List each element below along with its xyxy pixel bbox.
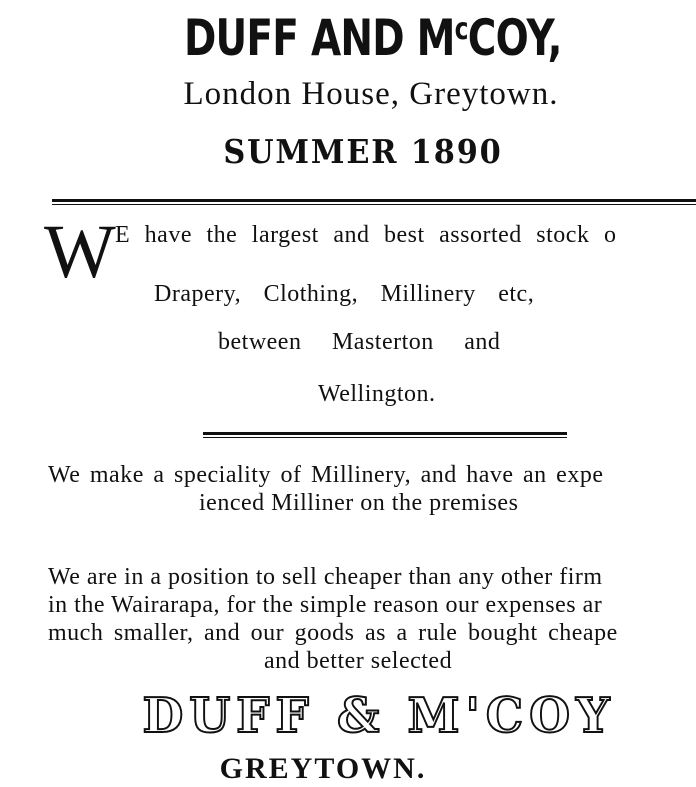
- pricing-line-4: and better selected: [264, 648, 453, 674]
- drop-cap: W: [44, 210, 116, 294]
- millinery-line-2: ienced Milliner on the premises: [199, 490, 519, 516]
- season-heading: SUMMER 1890: [223, 132, 503, 171]
- firm-name-end: COY,: [467, 9, 562, 67]
- divider-rule-middle-thin: [203, 437, 567, 438]
- intro-line-1: E have the largest and best assorted stock o: [115, 222, 617, 248]
- firm-signature: DUFF & M'COY: [142, 688, 616, 744]
- town-name: GREYTOWN.: [219, 752, 427, 785]
- pricing-line-3: much smaller, and our goods as a rule bought cheape: [48, 620, 618, 646]
- pricing-line-1: We are in a position to sell cheaper than any other firm: [48, 564, 603, 590]
- firm-name-superscript: c: [454, 12, 468, 47]
- intro-line-4: Wellington.: [318, 381, 436, 407]
- divider-rule-top-thin: [52, 204, 696, 205]
- firm-name-heading: [82, 0, 664, 68]
- store-address: London House, Greytown.: [183, 76, 559, 112]
- firm-name-main: DUFF AND M: [183, 9, 455, 67]
- pricing-line-2: in the Wairarapa, for the simple reason our expenses ar: [48, 592, 603, 618]
- intro-line-2: Drapery, Clothing, Millinery etc,: [154, 281, 535, 307]
- intro-line-3: between Masterton and: [218, 329, 501, 355]
- divider-rule-top: [52, 199, 696, 202]
- millinery-line-1: We make a speciality of Millinery, and have an expe: [48, 462, 604, 488]
- divider-rule-middle: [203, 432, 567, 435]
